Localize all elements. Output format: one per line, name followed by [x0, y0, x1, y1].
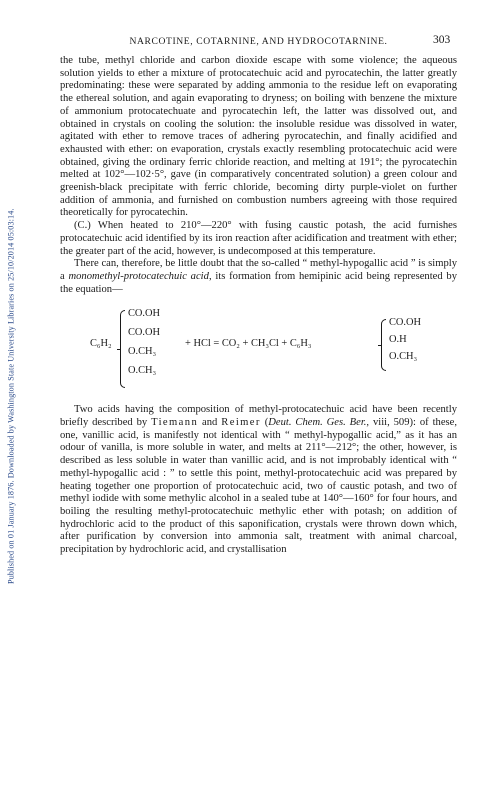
paragraph-4-text-d: , viii, 509): of these, one, vanillic acid, is manifestly not identical with “ methyl-hypogallic acid,” as it has an odour of vanilla, is more soluble in water, and melts at 211°—212°; the other, however, is described as less soluble in water than vanillic acid, and is not improbably identical with “ methyl-hypogallic acid : ” to settle this point, methyl-protocatechuic acid was prepared by heating together one proportion of protocatechuic acid, two of caustic potash, and two of methyl iodide with some methylic alcohol in a sealed tube at 140°—160° for four hours, and boiling the resulting methyl-protocatechuic methylic ether with potash; on addition of hydrochloric acid to the product of this saponification, crystals were thrown down which, after purification by conversion into ammonia salt, treatment with animal charcoal, precipitation by hydrochloric acid, and crystallisation [60, 417, 457, 556]
equation-lhs-prefix: C₆H₂ [90, 338, 112, 350]
paragraph-4-text-a: Two acids having the composition of methyl-protocatechuic acid have been recently briefly described by [60, 404, 457, 429]
equation-rhs-line: O.CH₃ [389, 351, 418, 363]
body-text [60, 55, 457, 557]
equation-lhs-line: CO.OH [128, 308, 161, 320]
author-name: Tiemann [151, 417, 199, 429]
paragraph-3-text-b: , its formation from hemipinic acid being represented by the equation— [60, 270, 458, 295]
chemical-equation [60, 304, 457, 394]
equation-lhs-line: O.CH₃ [128, 365, 157, 377]
paragraph-2: (C.) When heated to 210°—220° with fusing caustic potash, the acid furnishes protocatechuic acid identified by its iron reaction after acidification and treatment with ether; the greater part of the acid, however, is undecomposed at this temperature. [60, 220, 457, 257]
running-head: NARCOTINE, COTARNINE, AND HYDROCOTARNINE. [129, 36, 388, 47]
equation-rhs-line: CO.OH [389, 317, 422, 329]
journal-citation: Deut. Chem. Ges. Ber. [268, 417, 367, 429]
download-watermark: Published on 01 January 1876. Downloaded by Washington State University Libraries on 25/10/2014 05:03:14. [6, 208, 16, 584]
equation-lhs-brace [120, 310, 125, 388]
paragraph-1: the tube, methyl chloride and carbon dioxide escape with some violence; the aqueous solution yields to ether a mixture of protocatechuic acid and pyrocatechin, the latter greatly predominating: these were separated by adding ammonia to the residue left on evaporating the ethereal solution, and again evaporating to dryness; on boiling with benzene the mixture of ammonium protocatechuate and pyrocatechin left, the latter was dissolved out, and obtained in crystals on cooling the solution: the insoluble residue was dissolved in water, agitated with ether to remove traces of adhering pyrocatechin, and finally acidified and exhausted with ether: on evaporation, crystals exactly resembling protocatechuic acid were obtained, giving the ordinary ferric chloride reaction, and melting at 191°; the pyrocatechin melted at 102°—102·5°, gave (in comparatively concentrated solution) a green colour and greenish-black precipitate with ferric chloride, becoming dirty purple-violet on further addition of ammonia, and furnished on combustion numbers agreeing with those required theoretically for pyrocatechin. [60, 55, 457, 219]
equation-rhs-brace [381, 319, 386, 371]
equation-lhs-line: CO.OH [128, 327, 161, 339]
paragraph-4-text-b: and [198, 417, 222, 429]
paragraph-3-text-a: There can, therefore, be little doubt that the so-called “ methyl-hypogallic acid ” is simply a [60, 258, 457, 282]
author-name: Reimer [221, 417, 261, 429]
paragraph-4 [60, 404, 457, 556]
equation-middle: + HCl = CO₂ + CH₃Cl + C₆H₃ [185, 338, 312, 350]
compound-name: monomethyl-protocatechuic acid [68, 270, 209, 282]
paragraph-3 [60, 258, 457, 296]
paragraph-4-text-c: ( [260, 417, 269, 429]
equation-lhs-line: O.CH₃ [128, 346, 157, 358]
equation-rhs-line: O.H [389, 334, 407, 346]
page-number: 303 [433, 34, 451, 46]
